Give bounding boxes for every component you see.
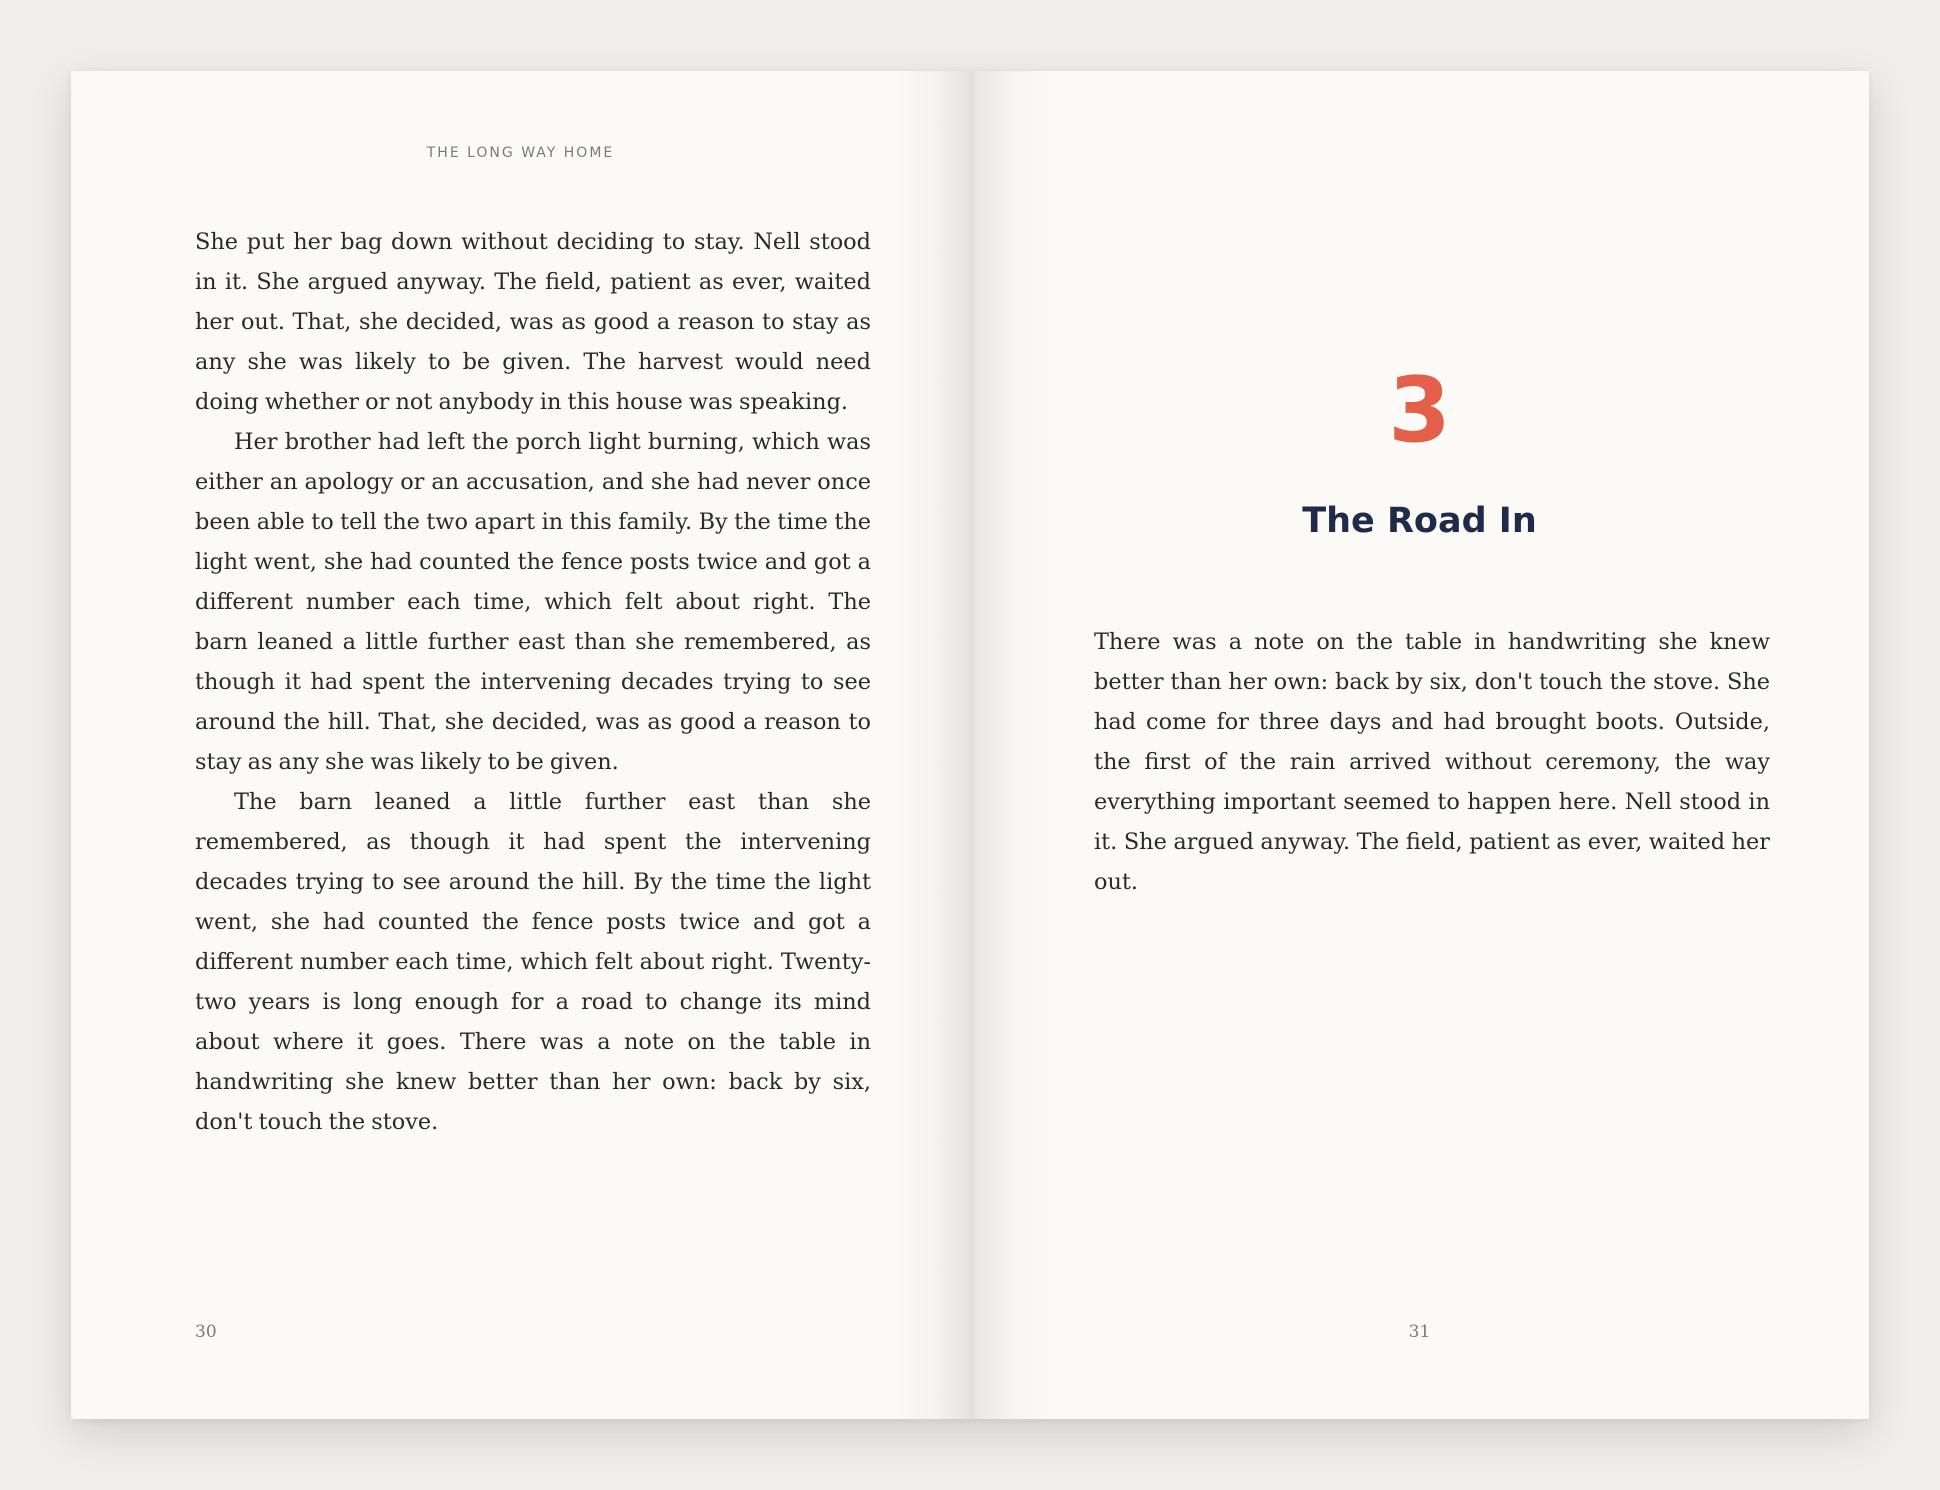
left-page-body — [195, 222, 871, 1142]
paragraph: The barn leaned a little further east than she remembered, as though it had spent the intervening decades trying to see around the hill. By the time the light went, she had counted the fence posts twice and got a different number each time, which felt about right. Twenty-two years is long enough for a road to change its mind about where it goes. There was a note on the table in handwriting she knew better than her own: back by six, don't touch the stove. — [195, 789, 871, 1135]
paragraph: She put her bag down without deciding to stay. Nell stood in it. She argued anyway. The field, patient as ever, waited her out. That, she decided, was as good a reason to stay as any she was likely to be given. The harvest would need doing whether or not anybody in this house was speaking. — [195, 229, 871, 415]
running-head: THE LONG WAY HOME — [426, 145, 615, 161]
right-page — [970, 71, 1869, 1419]
page-number-left: 30 — [195, 1322, 217, 1342]
chapter-number: 3 — [1388, 358, 1451, 463]
paragraph: There was a note on the table in handwriting she knew better than her own: back by six, don't touch the stove. She had come for three days and had brought boots. Outside, the first of the rain arrived without ceremony, the way everything important seemed to happen here. Nell stood in it. She argued anyway. The field, patient as ever, waited her out. — [1094, 629, 1770, 895]
page-number-right: 31 — [1408, 1322, 1431, 1342]
right-page-body — [1094, 622, 1770, 902]
left-page — [71, 71, 970, 1419]
chapter-title: The Road In — [1302, 501, 1537, 541]
book-spread — [71, 71, 1869, 1419]
paragraph: Her brother had left the porch light burning, which was either an apology or an accusation, and she had never once been able to tell the two apart in this family. By the time the light went, she had counted the fence posts twice and got a different number each time, which felt about right. The barn leaned a little further east than she remembered, as though it had spent the intervening decades trying to see around the hill. That, she decided, was as good a reason to stay as any she was likely to be given. — [195, 429, 871, 775]
